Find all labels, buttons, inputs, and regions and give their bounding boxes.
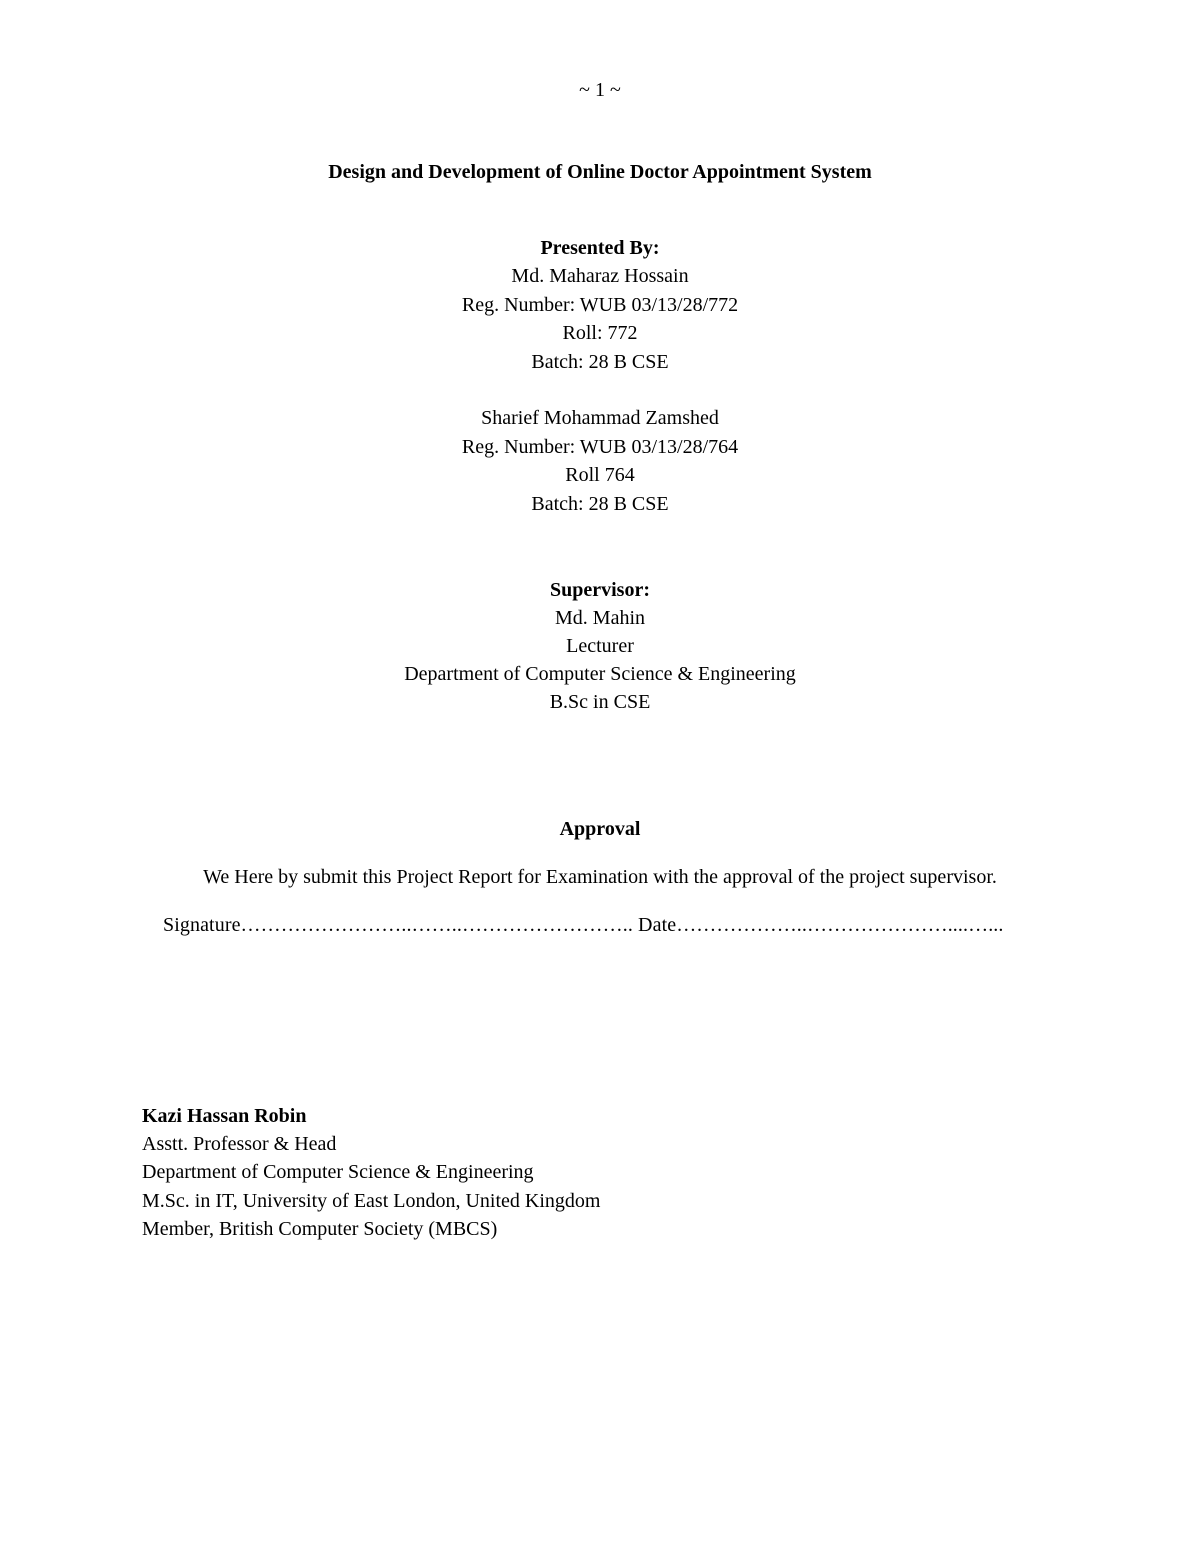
signature-date-line: Signature……………………..……..…………………….. Date………………..…………………....…...: [163, 914, 1004, 936]
student-2-name: Sharief Mohammad Zamshed: [481, 407, 719, 429]
page-number: ~ 1 ~: [579, 79, 621, 101]
presented-by-heading: Presented By:: [540, 237, 660, 259]
document-title: Design and Development of Online Doctor Appointment System: [328, 161, 872, 183]
head-name: Kazi Hassan Robin: [142, 1105, 307, 1127]
head-department: Department of Computer Science & Engineering: [142, 1161, 534, 1183]
supervisor-department: Department of Computer Science & Engineering: [404, 663, 796, 685]
student-1-roll: Roll: 772: [562, 322, 638, 344]
approval-heading: Approval: [559, 818, 641, 840]
student-2-batch: Batch: 28 B CSE: [531, 493, 669, 515]
student-1-reg: Reg. Number: WUB 03/13/28/772: [461, 294, 739, 316]
supervisor-degree: B.Sc in CSE: [549, 691, 651, 713]
approval-statement: We Here by submit this Project Report for Examination with the approval of the project supervisor.: [203, 866, 997, 888]
student-2-roll: Roll 764: [565, 464, 635, 486]
head-position: Asstt. Professor & Head: [142, 1133, 337, 1155]
student-2-reg: Reg. Number: WUB 03/13/28/764: [461, 436, 739, 458]
student-1-batch: Batch: 28 B CSE: [531, 351, 669, 373]
supervisor-position: Lecturer: [566, 635, 634, 657]
head-qualification: M.Sc. in IT, University of East London, United Kingdom: [142, 1190, 601, 1212]
student-1-name: Md. Maharaz Hossain: [511, 265, 689, 287]
head-membership: Member, British Computer Society (MBCS): [142, 1218, 498, 1240]
supervisor-heading: Supervisor:: [550, 579, 650, 601]
supervisor-name: Md. Mahin: [555, 607, 645, 629]
